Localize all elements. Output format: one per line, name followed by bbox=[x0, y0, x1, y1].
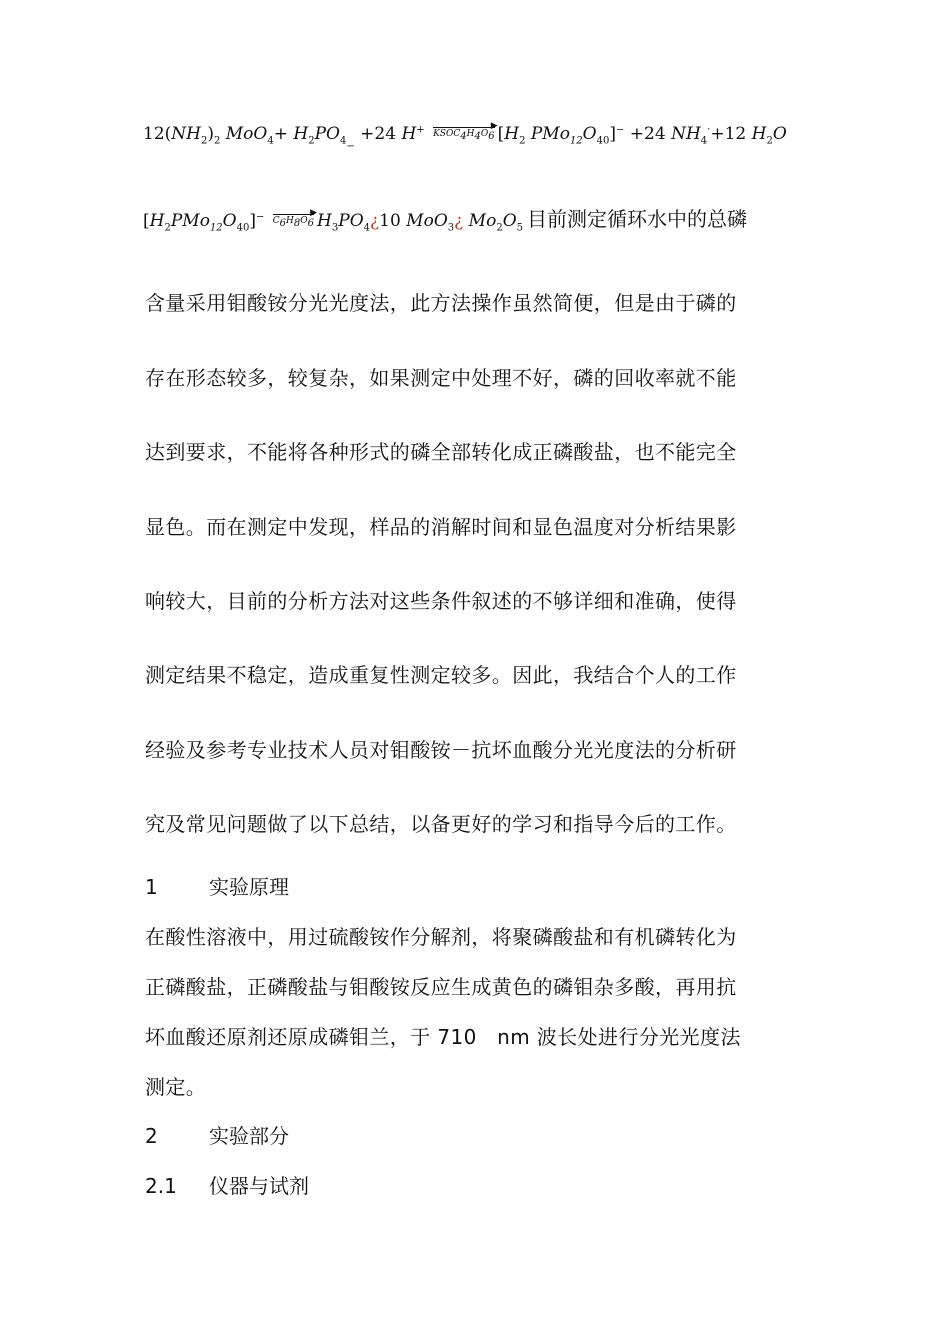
section-title: 仪器与试剂 bbox=[209, 1174, 309, 1198]
section-title: 实验原理 bbox=[209, 875, 289, 899]
paragraph-line-4: 显色。而在测定中发现，样品的消解时间和显色温度对分析结果影 bbox=[145, 515, 737, 539]
section-number: 2 bbox=[145, 1124, 158, 1148]
section-number: 1 bbox=[145, 875, 158, 899]
reaction-arrow-2: $C_6H_8O_6$ ▶ bbox=[272, 208, 318, 229]
equation-2-tail-text: 目前测定循环水中的总磷 bbox=[527, 207, 747, 231]
section-title: 实验部分 bbox=[209, 1124, 289, 1148]
section-heading-1 bbox=[145, 871, 289, 900]
section-heading-2 bbox=[145, 1120, 289, 1149]
section1-line-2: 正磷酸盐，正磷酸盐与钼酸铵反应生成黄色的磷钼杂多酸，再用抗 bbox=[145, 975, 737, 999]
section1-line-3: 坏血酸还原剂还原成磷钼兰，于 710 nm 波长处进行分光光度法 bbox=[145, 1025, 741, 1049]
section1-line-1: 在酸性溶液中，用过硫酸铵作分解剂，将聚磷酸盐和有机磷转化为 bbox=[145, 925, 737, 949]
section1-line-4: 测定。 bbox=[145, 1075, 207, 1099]
equation-1: $12(NH_2)_2$ $MoO_4+ H_2PO_{4-} +24$ H+ $KSOC_4H_4O_6$ ▶ [$H_2$ $PMo_{12}O_{40}]^- +24$ $NH_4^\cdot+12$ $H_2O$ bbox=[143, 121, 787, 153]
paragraph-line-3: 达到要求，不能将各种形式的磷全部转化成正磷酸盐，也不能完全 bbox=[145, 440, 737, 464]
paragraph-line-1: 含量采用钼酸铵分光光度法，此方法操作虽然简便，但是由于磷的 bbox=[145, 291, 737, 315]
paragraph-line-6: 测定结果不稳定，造成重复性测定较多。因此，我结合个人的工作 bbox=[145, 663, 737, 687]
equation-2: $[H_2PMo_{12}O_{40}]^-$ $C_6H_8O_6$ ▶ $H_3PO_4¿10$ MoO$_3$¿ $Mo_2O_5$ 目前测定循环水中的总磷 bbox=[143, 207, 747, 234]
paragraph-line-2: 存在形态较多，较复杂，如果测定中处理不好，磷的回收率就不能 bbox=[145, 366, 737, 390]
section-number: 2.1 bbox=[145, 1174, 177, 1198]
section-heading-2-1 bbox=[145, 1170, 309, 1199]
paragraph-line-8: 究及常见问题做了以下总结，以备更好的学习和指导今后的工作。 bbox=[145, 812, 737, 836]
reaction-arrow-1: $KSOC_4H_4O_6$ ▶ bbox=[433, 121, 498, 142]
paragraph-line-7: 经验及参考专业技术人员对钼酸铵－抗坏血酸分光光度法的分析研 bbox=[145, 738, 737, 762]
paragraph-line-5: 响较大，目前的分析方法对这些条件叙述的不够详细和准确，使得 bbox=[145, 589, 737, 613]
